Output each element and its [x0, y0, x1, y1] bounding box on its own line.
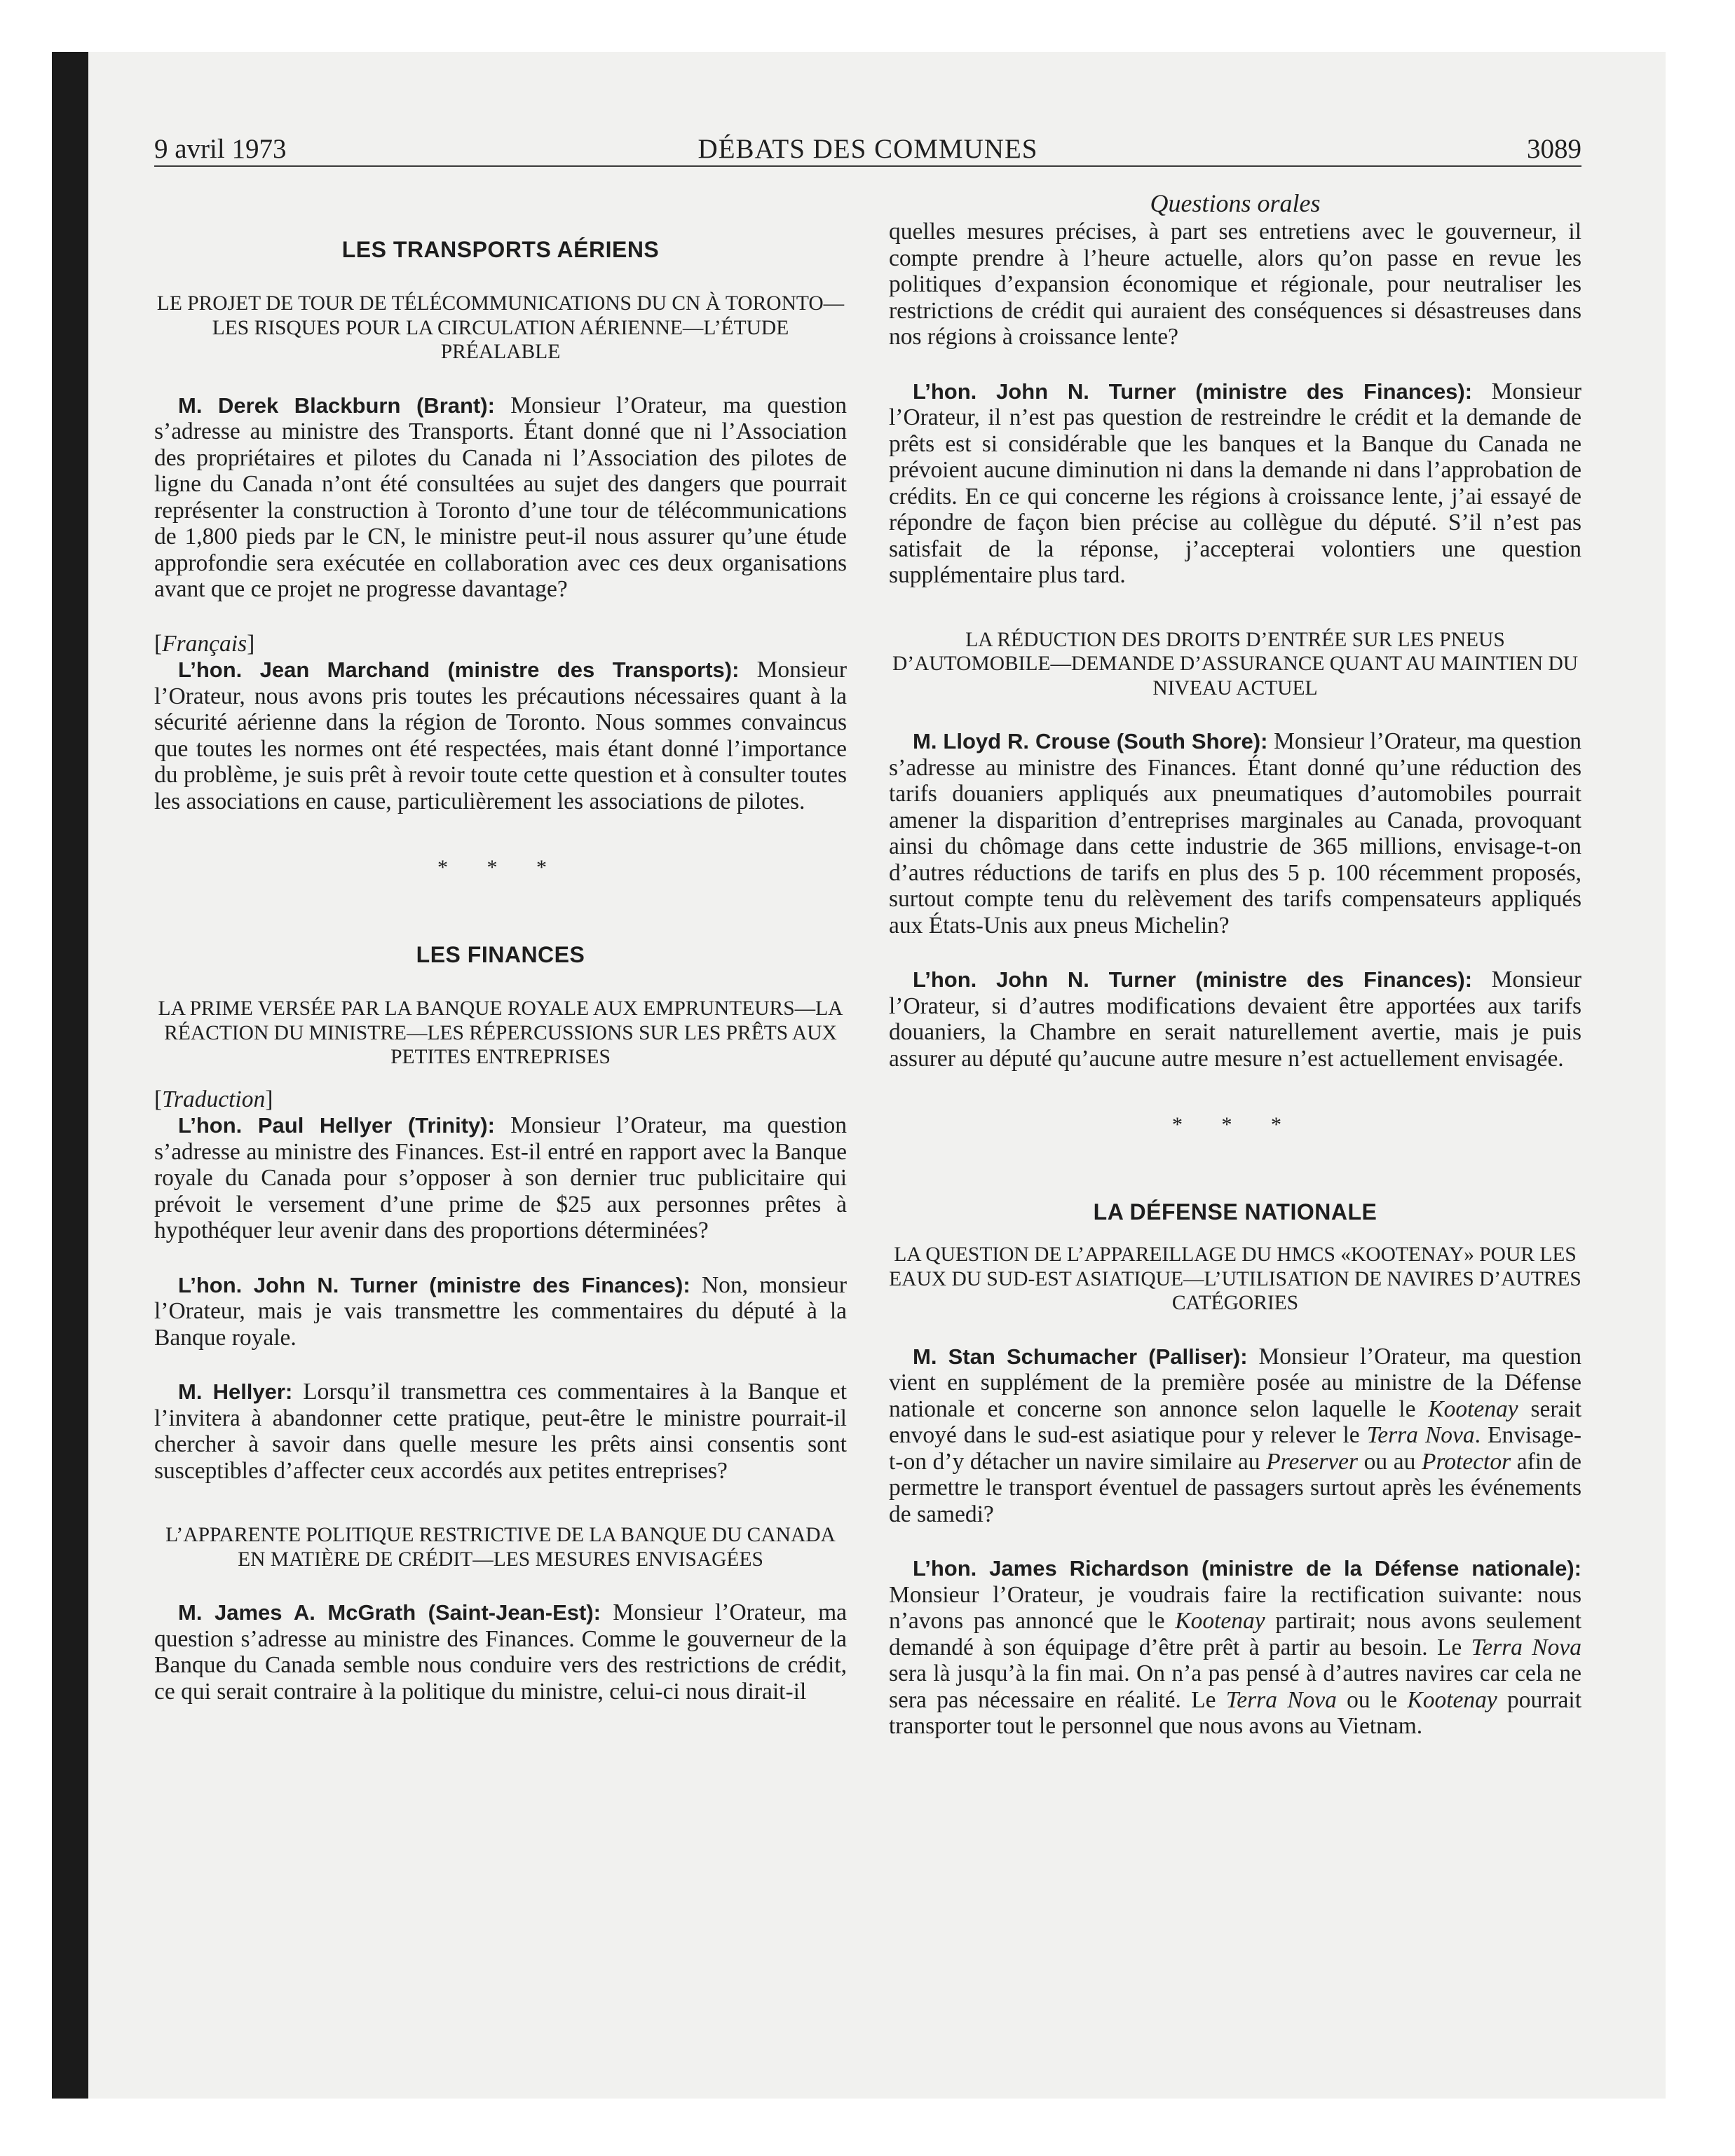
text-richardson-4: ou le	[1347, 1686, 1398, 1713]
subheading-pneus: LA RÉDUCTION DES DROITS D’ENTRÉE SUR LES PNEUS D’AUTOMOBILE—DEMANDE D’ASSURANCE QUANT AU MAINTIEN DU NIVEAU ACTUEL	[892, 628, 1579, 700]
text-schumacher-2: serait envoyé dans le sud-est asiatique pour y relever le	[889, 1396, 1581, 1448]
speaker-schumacher: M. Stan Schumacher (Palliser):	[913, 1344, 1248, 1369]
paragraph-hellyer-2	[154, 1379, 847, 1484]
heading-finances: LES FINANCES	[416, 942, 585, 967]
paragraph-mcgrath-continued: quelles mesures précises, à part ses entretiens avec le gouverneur, il compte prendre à l’heure actuelle, alors qu’on passe en revue les politiques d’expansion économique et régionale, pour neutraliser les restrictions de crédit qui auraient des conséquences si désastreuses dans nos régions à croissance lente?	[889, 219, 1581, 350]
text-turner-3: Monsieur l’Orateur, si d’autres modifications devaient être apportées aux tarifs douaniers, la Chambre en serait naturellement avertie, mais je puis assurer au député qu’aucune autre mesure n’est actuellement envisagée.	[889, 967, 1581, 1072]
ship-terra-nova-1: Terra Nova	[1471, 1634, 1581, 1660]
text-schumacher-3: . Envisage-t-on d’y détacher un navire similaire au	[889, 1422, 1582, 1475]
speaker-turner-3: L’hon. John N. Turner (ministre des Finances):	[913, 967, 1473, 992]
section-tag: Questions orales	[1150, 189, 1321, 217]
text-hellyer-2: Lorsqu’il transmettra ces commentaires à la Banque et l’invitera à abandonner cette pratique, peut-être le ministre pourrait-il chercher à savoir dans quelle mesure les prêts ainsi consentis sont susceptibles d’affecter ceux accordés aux petites entreprises?	[154, 1379, 847, 1484]
speaker-richardson: L’hon. James Richardson (ministre de la Défense nationale):	[913, 1556, 1581, 1581]
speaker-blackburn: M. Derek Blackburn (Brant):	[178, 393, 495, 418]
section-separator-1: * * *	[437, 856, 564, 879]
language-marker-traduction: [Traduction]	[154, 1086, 273, 1112]
ship-terra-nova: Terra Nova	[1366, 1422, 1475, 1448]
header-page-number: 3089	[1527, 134, 1581, 164]
speaker-hellyer-2: M. Hellyer:	[178, 1379, 293, 1404]
paragraph-turner-3	[889, 967, 1581, 1072]
heading-defense: LA DÉFENSE NATIONALE	[1093, 1199, 1377, 1224]
paragraph-turner-1	[154, 1272, 847, 1351]
paragraph-marchand	[154, 657, 847, 814]
speaker-crouse: M. Lloyd R. Crouse (South Shore):	[913, 729, 1268, 753]
speaker-mcgrath: M. James A. McGrath (Saint-Jean-Est):	[178, 1600, 601, 1625]
language-francais: Français	[162, 630, 247, 657]
text-richardson-2: partirait; nous avons seulement demandé à son équipage d’être prêt à partir au besoin. Le	[889, 1608, 1581, 1660]
language-marker-francais: [Français]	[154, 630, 255, 657]
subheading-credit: L’APPARENTE POLITIQUE RESTRICTIVE DE LA BANQUE DU CANADA EN MATIÈRE DE CRÉDIT—LES MESURES ENVISAGÉES	[165, 1524, 836, 1571]
text-marchand: Monsieur l’Orateur, nous avons pris toutes les précautions nécessaires quant à la sécurité aérienne dans la région de Toronto. Nous sommes convaincus que toutes les normes ont été respectées, mais étant donné l’importance du problème, je suis prêt à revoir toute cette question et à consulter toutes les associations en cause, particulièrement les associations de pilotes.	[154, 657, 848, 814]
ship-preserver: Preserver	[1266, 1448, 1359, 1475]
paragraph-blackburn	[154, 393, 847, 603]
speaker-hellyer: L’hon. Paul Hellyer (Trinity):	[178, 1113, 495, 1138]
speaker-turner-1: L’hon. John N. Turner (ministre des Finances):	[178, 1272, 690, 1297]
text-hellyer: Monsieur l’Orateur, ma question s’adresse au ministre des Finances. Est-il entré en rapport avec la Banque royale du Canada pour s’opposer à son dernier truc publicitaire qui prévoit le versement d’une prime de $25 aux personnes prêtes à hypothéquer leur avenir dans des proportions déterminées?	[154, 1112, 847, 1243]
ship-kootenay-2: Kootenay	[1407, 1686, 1497, 1713]
text-schumacher-5: afin de permettre le transport éventuel de passagers surtout après les événements de samedi?	[889, 1448, 1582, 1527]
ship-kootenay-1: Kootenay	[1175, 1608, 1265, 1634]
scan-edge-shadow	[52, 52, 88, 2099]
right-column	[889, 219, 1581, 1740]
section-separator-2: * * *	[1172, 1113, 1298, 1136]
paragraph-hellyer	[154, 1112, 847, 1244]
ship-terra-nova-2: Terra Nova	[1225, 1686, 1337, 1713]
ship-protector: Protector	[1421, 1448, 1511, 1475]
header-title: DÉBATS DES COMMUNES	[698, 134, 1038, 164]
text-crouse: Monsieur l’Orateur, ma question s’adresse au ministre des Finances. Étant donné qu’une réduction des tarifs douaniers appliqués aux pneumatiques d’automobiles pourrait amener la disparition d’entreprises marginales au Canada, provoquant ainsi du chômage dans cette industrie de 365 millions, envisage-t-on d’autres réductions de tarifs en plus des 5 p. 100 récemment proposés, surtout compte tenu du relèvement des tarifs compensateurs appliqués aux États-Unis aux pneus Michelin?	[889, 728, 1581, 939]
subheading-transport: LE PROJET DE TOUR DE TÉLÉCOMMUNICATIONS DU CN À TORONTO—LES RISQUES POUR LA CIRCULATION AÉRIENNE—L’ÉTUDE PRÉALABLE	[156, 292, 845, 363]
paragraph-schumacher	[889, 1344, 1581, 1528]
paragraph-richardson	[889, 1555, 1581, 1740]
header-date: 9 avril 1973	[154, 134, 287, 164]
speaker-turner-2: L’hon. John N. Turner (ministre des Finances):	[913, 378, 1473, 404]
running-header	[154, 133, 1581, 167]
text-turner-1: Non, monsieur l’Orateur, mais je vais transmettre les commentaires du député à la Banque royale.	[154, 1271, 848, 1351]
text-richardson-5: pourrait transporter tout le personnel que nous avons au Vietnam.	[889, 1686, 1582, 1739]
ship-kootenay: Kootenay	[1428, 1396, 1518, 1422]
text-schumacher-4: ou au	[1363, 1448, 1416, 1475]
paragraph-crouse	[889, 728, 1581, 939]
text-turner-2: Monsieur l’Orateur, il n’est pas question de restreindre le crédit et la demande de prêts est si considérable que les banques et la Banque du Canada ne prévoient aucune diminution ni dans la demande ni dans l’approbation de crédits. En ce qui concerne les régions à croissance lente, j’ai essayé de répondre de façon bien précise au collègue du député. S’il n’est pas satisfait de la réponse, j’accepterai volontiers une question supplémentaire plus tard.	[889, 378, 1581, 588]
text-richardson-3: sera là jusqu’à la fin mai. On n’a pas pensé à d’autres navires car cela ne sera pas nécessaire en réalité. Le	[889, 1660, 1581, 1713]
text-richardson-1: Monsieur l’Orateur, je voudrais faire la rectification suivante: nous n’avons pas annoncé que le	[889, 1581, 1581, 1634]
subheading-defense: LA QUESTION DE L’APPAREILLAGE DU HMCS «KOOTENAY» POUR LES EAUX DU SUD-EST ASIATIQUE—L’UTILISATION DE NAVIRES D’AUTRES CATÉGORIES	[889, 1243, 1581, 1314]
subheading-finances: LA PRIME VERSÉE PAR LA BANQUE ROYALE AUX EMPRUNTEURS—LA RÉACTION DU MINISTRE—LES RÉPERCUSSIONS SUR LES PRÊTS AUX PETITES ENTREPRISES	[158, 997, 843, 1068]
paragraph-mcgrath	[154, 1599, 847, 1705]
text-schumacher-1: Monsieur l’Orateur, ma question vient en supplément de la première posée au ministre de la Défense nationale et concerne son annonce selon laquelle le	[889, 1343, 1581, 1422]
text-blackburn: Monsieur l’Orateur, ma question s’adresse au ministre des Transports. Étant donné que ni l’Association des propriétaires et pilotes du Canada ni l’Association des pilotes de ligne du Canada n’ont été consultées au sujet des dangers que pourrait représenter la construction à Toronto d’une tour de télécommunications de 1,800 pieds par le CN, le ministre peut-il nous assurer qu’une étude approfondie sera exécutée en collaboration avec ces deux organisations avant que ce projet ne progresse davantage?	[154, 392, 848, 602]
heading-transport: LES TRANSPORTS AÉRIENS	[341, 237, 660, 262]
paragraph-turner-2	[889, 378, 1581, 589]
language-traduction: Traduction	[162, 1086, 266, 1112]
speaker-marchand: L’hon. Jean Marchand (ministre des Transports):	[178, 657, 740, 682]
left-column	[154, 219, 847, 1705]
text-mcgrath: Monsieur l’Orateur, ma question s’adresse au ministre des Finances. Comme le gouverneur de la Banque du Canada semble nous conduire vers des restrictions de crédit, ce qui serait contraire à la politique du ministre, celui-ci nous dirait-il	[154, 1599, 847, 1705]
